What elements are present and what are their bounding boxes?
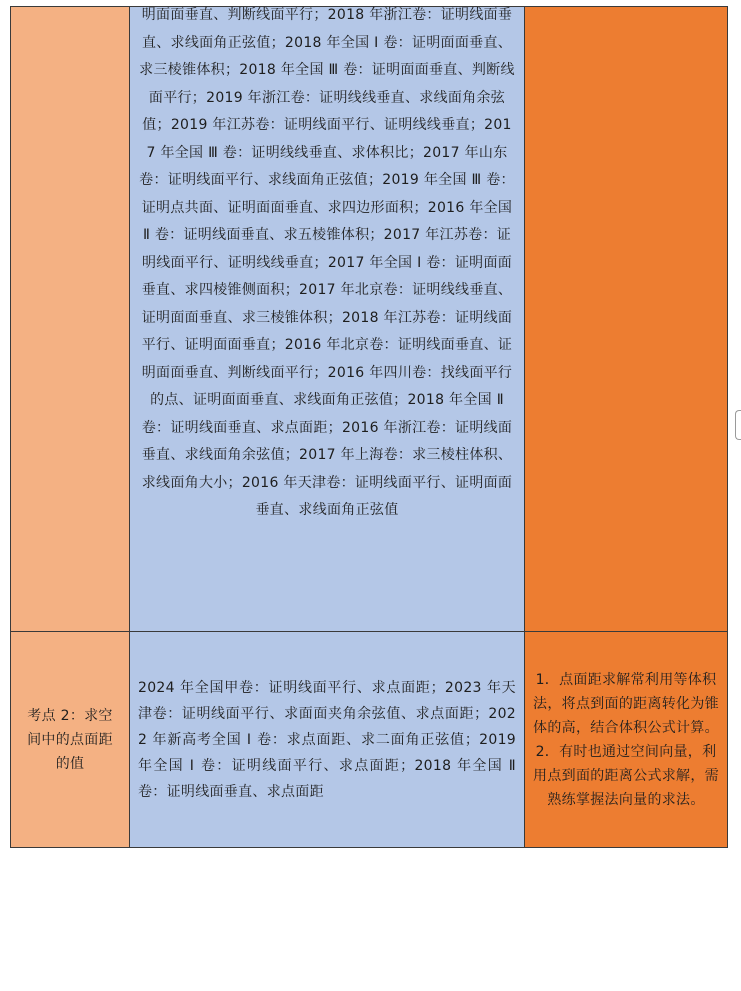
sources-cell [130,632,525,848]
topic-text: 考点 2：求空间中的点面距的值 [27,707,113,772]
sources-text: 明面面垂直、判断线面平行；2018 年浙江卷：证明线面垂直、求线面角正弦值；2018 年全国 Ⅰ 卷：证明面面垂直、求三棱锥体积；2018 年全国 Ⅲ 卷：证明面面垂直、判断线面平行；2019 年浙江卷：证明线线垂直、求线面角余弦值；2019 年江苏卷：证明线面平行、证明线线垂直；2017 年全国 Ⅲ 卷：证明线线垂直、求体积比；2017 年山东卷：证明线面平行、求线面角正弦值；2019 年全国 Ⅲ 卷：证明点共面、证明面面垂直、求四边形面积；2016 年全国 Ⅱ 卷：证明线面垂直、求五棱锥体积；2017 年江苏卷：证明线面平行、证明线线垂直；2017 年全国 Ⅰ 卷：证明面面垂直、求四棱锥侧面积；2017 年北京卷：证明线线垂直、证明面面垂直、求三棱锥体积；2018 年江苏卷：证明线面平行、证明面面垂直；2016 年北京卷：证明线面垂直、证明面面垂直、判断线面平行；2016 年四川卷：找线面平行的点、证明面面垂直、求线面角正弦值；2018 年全国 Ⅱ 卷：证明线面垂直、求点面距；2016 年浙江卷：证明线面垂直、求线面角余弦值；2017 年上海卷：求三棱柱体积、求线面角大小；2016 年天津卷：证明线面平行、证明面面垂直、求线面角正弦值 [139,7,515,518]
table-row [11,7,728,632]
table-row [11,632,728,848]
sources-cell [130,7,525,632]
exam-topic-table [10,6,728,848]
page-edge-handle[interactable] [735,410,741,440]
notes-text: 1．点面距求解常利用等体积法，将点到面的距离转化为锥体的高，结合体积公式计算。2．有时也通过空间向量，利用点到面的距离公式求解，需熟练掌握法向量的求法。 [533,671,719,808]
topic-cell [11,7,130,632]
notes-cell [525,7,728,632]
sources-text: 2024 年全国甲卷：证明线面平行、求点面距；2023 年天津卷：证明线面平行、求面面夹角余弦值、求点面距；2022 年新高考全国 Ⅰ 卷：求点面距、求二面角正弦值；2019 年全国 Ⅰ 卷：证明线面平行、求点面距；2018 年全国 Ⅱ 卷：证明线面垂直、求点面距 [138,679,516,800]
notes-cell [525,632,728,848]
topic-cell [11,632,130,848]
